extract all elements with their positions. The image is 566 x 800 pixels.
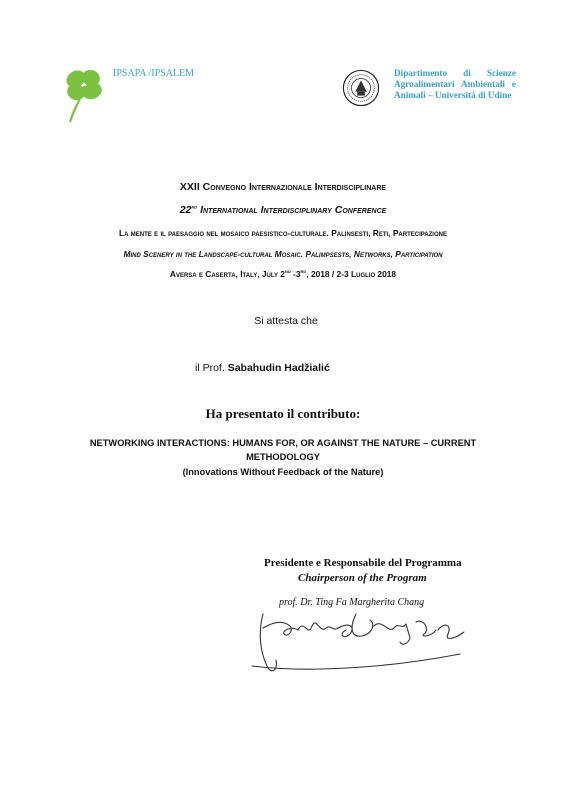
handwritten-signature — [238, 608, 470, 678]
signatory-role: Presidente e Responsabile del Programma — [264, 557, 462, 569]
ipsapa-org-name: IPSAPA /IPSALEM — [113, 68, 195, 79]
conference-theme-en: Mind Scenery in the Landscape-cultural Mosaic. Palimpsests, Networks, Participation — [123, 249, 443, 259]
signatory-role-en: Chairperson of the Program — [298, 572, 427, 584]
presented-heading: Ha presentato il contributo: — [205, 406, 361, 421]
contribution-subtitle: (Innovations Without Feedback of the Nature) — [182, 467, 384, 477]
university-seal — [342, 69, 380, 107]
department-name: Dipartimento di Scienze Agroalimentari Ambientali e Animali – Università di Udine — [394, 68, 516, 101]
contribution-title-line2: METHODOLOGY — [246, 452, 320, 462]
conference-location-date: Aversa e Caserta, Italy, July 2nd -3rd, 2018 / 2-3 Luglio 2018 — [169, 269, 397, 279]
conference-theme-it: La mente e il paesaggio nel mosaico paesistico-culturale. Palinsesti, Reti, Partecipazione — [119, 228, 447, 238]
recipient-name: il Prof. Sabahudin Hadžialić — [195, 362, 330, 374]
conference-title-en: 22nd International Interdisciplinary Conference — [179, 204, 387, 216]
signatory-name: prof. Dr. Ting Fa Margherita Chang — [279, 597, 425, 608]
conference-title-it: XXII Convegno Internazionale Interdisciplinare — [179, 181, 387, 193]
contribution-title-line1: NETWORKING INTERACTIONS: HUMANS FOR, OR AGAINST THE NATURE – CURRENT — [89, 438, 477, 448]
four-leaf-clover-logo — [64, 66, 104, 126]
attestation-text: Si attesta che — [254, 315, 318, 327]
